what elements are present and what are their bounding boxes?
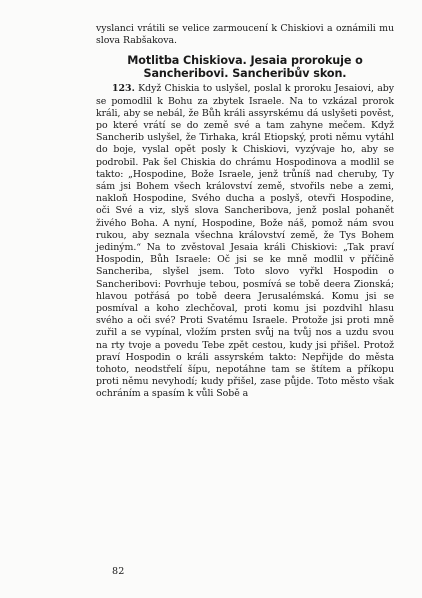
main-paragraph <box>96 83 394 400</box>
section-heading: Motlitba Chiskiova. Jesaia prorokuje o Sancheribovi. Sancheribův skon. <box>127 54 363 81</box>
intro-paragraph: vyslanci vrátili se velice zarmoucení k Chiskiovi a oznámili mu slova Rabšakova. <box>96 23 394 47</box>
paragraph-body: Když Chiskia to uslyšel, poslal k proroku Jesaiovi, aby se pomodlil k Bohu za zbytek Israele. Na to vzkázal prorok králi, aby se nebál, že Bůh králi assyrskému dá uslyšeti pověst, po které vrátí se do země své a tam zahyne mečem. Když Sancherib uslyšel, že Tirhaka, král Etiopský, proti němu vytáhl do boje, vyslal opět posly k Chiskiovi, vyzývaje ho, aby se podrobil. Pak šel Chiskia do chrámu Hospodinova a modlil se takto: „Hospodine, Bože Israele, jenž trůníš nad cheruby, Ty sám jsi Bohem všech království země, stvořils nebe a zemi, nakloň Hospodine, Svého ducha a poslyš, otevři Hospodine, oči Své a viz, slyš slova Sancheribova, jenž poslal pohanět živého Boha. A nyní, Hospodine, Bože náš, pomož nám svou rukou, aby seznala všechna království země, že Tys Bohem jediným.“ Na to zvěstoval Jesaia králi Chiskiovi: „Tak praví Hospodin, Bůh Israele: Oč jsi se ke mně modlil v příčině Sancheriba, slyšel jsem. Toto slovo vyřkl Hospodin o Sancheribovi: Povrhuje tebou, posmívá se tobě deera Zionská; hlavou potřásá po tobě deera Jerusalémská. Komu jsi se posmíval a koho zlechčoval, proti komu jsi pozdvihl hlasu svého a oči své? Proti Svatému Israele. Protože jsi proti mně zuřil a se vypínal, vložím prsten svůj na tvůj nos a uzdu svou na rty tvoje a povedu Tebe zpět cestou, kudy jsi přišel. Protož praví Hospodin o králi assyrském takto: Nepřijde do města tohoto, neodstřelí šípu, nepotáhne tam se štítem a příkopu proti němu nevyhodí; kudy přišel, zase půjde. Toto město však ochráním a spasím k vůli Sobě a <box>96 83 394 400</box>
page-number: 82 <box>112 566 125 577</box>
page-text-block <box>96 23 394 401</box>
paragraph-number: 123. <box>112 83 135 95</box>
